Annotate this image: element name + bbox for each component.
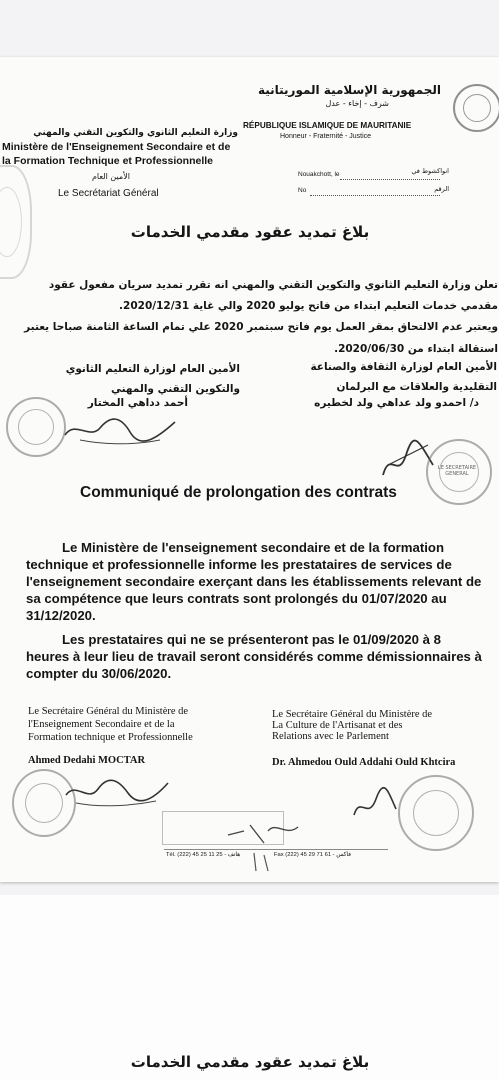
- ar-notice-title: بلاغ تمديد عقود مقدمي الخدمات: [130, 223, 370, 241]
- official-stamp-icon: [398, 775, 474, 851]
- official-stamp-icon: [6, 397, 66, 457]
- header-ar-ministry: وزارة التعليم الثانوي والتكوين التقني والمهني: [33, 128, 238, 138]
- fr-sig-left: [28, 705, 193, 744]
- national-emblem-icon: [453, 84, 499, 132]
- stamp-text: LE SECRETAIRE GENERAL: [437, 465, 477, 477]
- ar-name-right: د/ احمدو ولد عداهي ولد لخطيره: [314, 397, 479, 409]
- header-ar-republic: الجمهورية الإسلامية الموريتانية: [257, 83, 441, 97]
- ar-notice-line-4: استقالة ابتداء من 2020/06/30.: [334, 343, 498, 355]
- header-fr-republic: RÉPUBLIQUE ISLAMIQUE DE MAURITANIE: [243, 121, 412, 130]
- fr-name-left: Ahmed Dedahi MOCTAR: [28, 755, 146, 766]
- number-label-ar: الرقم: [434, 185, 449, 193]
- signature-icon: [60, 410, 180, 450]
- handwritten-date-icon: [224, 813, 304, 873]
- fr-p1-line: 31/12/2020.: [26, 608, 96, 623]
- fr-paragraph-2: [26, 631, 482, 682]
- signature-icon: [350, 785, 400, 825]
- fr-sig-right-line: La Culture de l'Artisanat et des: [272, 720, 403, 731]
- fr-notice-title: Communiqué de prolongation des contrats: [80, 484, 397, 501]
- header-fr-ministry-2: la Formation Technique et Professionnelle: [2, 155, 214, 167]
- signature-icon: [62, 773, 172, 813]
- fr-p1-line: Le Ministère de l'enseignement secondaire et de la formation: [62, 540, 445, 555]
- header-fr-ministry-1: Ministère de l'Enseignement Secondaire et de: [2, 141, 231, 153]
- document-page: [0, 57, 499, 882]
- fr-p2-line: Les prestataires qui ne se présenteront pas le 01/09/2020 à 8: [62, 632, 441, 647]
- ar-name-left: أحمد دداهي المختار: [87, 397, 188, 409]
- place-label: Nouakchott, le: [298, 171, 340, 178]
- fr-paragraph-1: [26, 539, 482, 624]
- fr-sig-right: [272, 709, 474, 742]
- place-line: [340, 179, 440, 180]
- faded-stamp-icon: [0, 165, 32, 279]
- number-line: [310, 195, 440, 196]
- place-label-ar: انواكشوط في: [411, 167, 449, 175]
- fr-p2-line: heures à leur lieu de travail seront considérés comme démissionnaires à: [26, 649, 482, 664]
- fr-p2-line: compter du 30/06/2020.: [26, 666, 172, 681]
- ar-notice-line-2: مقدمي خدمات التعليم ابتداء من فاتح يوليو 2020 والي غاية 2020/12/31.: [119, 300, 498, 312]
- ar-sig-right-2: التقليدية والعلاقات مع البرلمان: [336, 381, 497, 393]
- footer-rule: [164, 849, 388, 850]
- footer-fax: Fax (222) 45 29 71 61 - فاكس: [274, 852, 351, 858]
- ar-sig-right-1: الأمين العام لوزارة الثقافة والصناعة: [310, 361, 497, 373]
- fr-sig-left-line: Formation technique et Professionnelle: [28, 732, 193, 743]
- header-ar-sg: الأمين العام: [91, 172, 130, 181]
- document-page-2: [0, 895, 499, 1080]
- fr-sig-right-line: Le Secrétaire Général du Ministère de: [272, 709, 433, 720]
- fr-sig-left-line: Le Secrétaire Général du Ministère de: [28, 706, 189, 717]
- ar-sig-left-2: والتكوين التقني والمهني: [111, 383, 240, 395]
- ar-notice-line-3: ويعتبر عدم الالتحاق بمقر العمل يوم فاتح سبتمبر 2020 علي تمام الساعة الثامنة صباحا يعتبر: [24, 321, 498, 333]
- ar-sig-left-1: الأمين العام لوزارة التعليم الثانوي: [65, 363, 240, 375]
- fr-p1-line: sa compétence que leurs contrats sont prolongés du 01/07/2020 au: [26, 591, 447, 606]
- second-page-title: بلاغ تمديد عقود مقدمي الخدمات: [130, 1053, 370, 1071]
- fr-p1-line: l'enseignement secondaire exerçant dans les établissements relevant de: [26, 574, 482, 589]
- footer-tel: Tél. (222) 45 25 11 25 - هاتف: [166, 852, 241, 858]
- number-label: No: [298, 187, 307, 194]
- header-ar-motto: شرف - إخاء - عدل: [325, 99, 389, 108]
- header-fr-sg: Le Secrétariat Général: [58, 188, 159, 199]
- ar-notice-line-1: تعلن وزارة التعليم الثانوي والتكوين التقني والمهني انه تقرر تمديد سريان مفعول عقود: [48, 279, 498, 291]
- fr-name-right: Dr. Ahmedou Ould Addahi Ould Khtcira: [272, 757, 456, 768]
- fr-sig-left-line: l'Enseignement Secondaire et de la: [28, 719, 175, 730]
- header-fr-motto: Honneur - Fraternité - Justice: [280, 133, 372, 140]
- fr-sig-right-line: Relations avec le Parlement: [272, 731, 389, 742]
- fr-p1-line: technique et professionnelle informe les prestataires de services de: [26, 557, 452, 572]
